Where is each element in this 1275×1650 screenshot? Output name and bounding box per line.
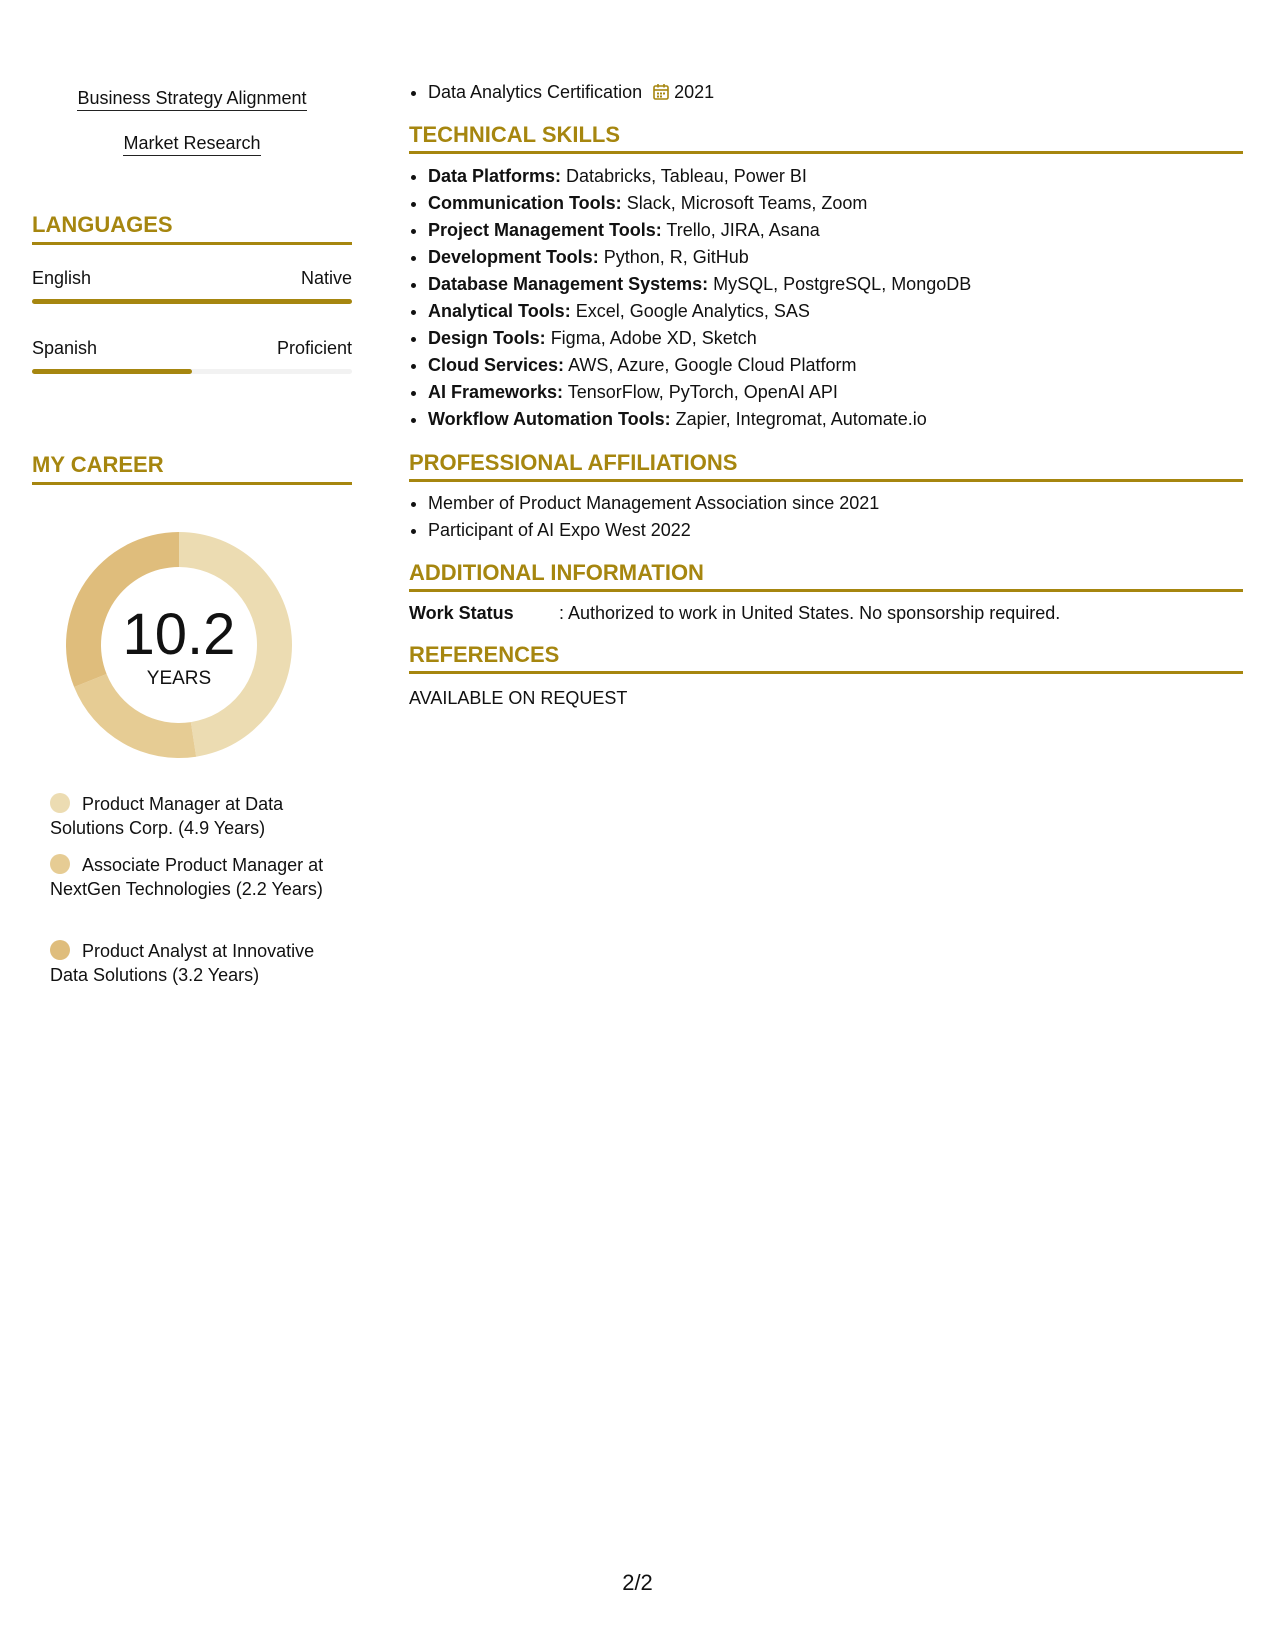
language-proficiency-fill bbox=[32, 299, 352, 304]
work-status-label: Work Status bbox=[409, 603, 514, 623]
legend-dot bbox=[50, 793, 70, 813]
skill-item: • Data Platforms: Databricks, Tableau, Power BI bbox=[428, 163, 971, 190]
skill-item: • Design Tools: Figma, Adobe XD, Sketch bbox=[428, 325, 971, 352]
career-legend-item: Product Manager at Data Solutions Corp. (4.9 Years) bbox=[50, 794, 284, 838]
skill-item: • AI Frameworks: TensorFlow, PyTorch, OpenAI API bbox=[428, 379, 971, 406]
language-level: Native bbox=[300, 268, 352, 288]
career-total-years: 10.2 bbox=[122, 602, 236, 667]
technical-skills-heading: TECHNICAL SKILLS bbox=[409, 122, 1243, 154]
languages-heading: LANGUAGES bbox=[32, 212, 352, 245]
affiliation-item: • Member of Product Management Association since 2021 bbox=[428, 490, 879, 517]
skill-item: • Development Tools: Python, R, GitHub bbox=[428, 244, 971, 271]
language-proficiency-bar bbox=[32, 299, 352, 304]
skill-item: • Analytical Tools: Excel, Google Analytics, SAS bbox=[428, 298, 971, 325]
additional-info-heading: ADDITIONAL INFORMATION bbox=[409, 560, 1243, 592]
work-status-row bbox=[409, 603, 1060, 624]
language-name: English bbox=[32, 268, 92, 288]
language-proficiency-fill bbox=[32, 369, 192, 374]
language-proficiency-bar bbox=[32, 369, 352, 374]
legend-dot bbox=[50, 854, 70, 874]
skill-item: • Project Management Tools: Trello, JIRA, Asana bbox=[428, 217, 971, 244]
skill-tag: Market Research bbox=[32, 133, 352, 154]
skill-item: • Database Management Systems: MySQL, PostgreSQL, MongoDB bbox=[428, 271, 971, 298]
certification-year: 2021 bbox=[674, 82, 715, 102]
page-number: 2/2 bbox=[622, 1570, 653, 1595]
language-name: Spanish bbox=[32, 338, 98, 358]
career-heading: MY CAREER bbox=[32, 452, 352, 485]
skill-item: • Cloud Services: AWS, Azure, Google Cloud Platform bbox=[428, 352, 971, 379]
career-donut-center bbox=[66, 532, 292, 758]
affiliation-item: • Participant of AI Expo West 2022 bbox=[428, 517, 879, 544]
skill-item: • Communication Tools: Slack, Microsoft Teams, Zoom bbox=[428, 190, 971, 217]
skill-tag: Business Strategy Alignment bbox=[32, 88, 352, 109]
skill-item: • Workflow Automation Tools: Zapier, Integromat, Automate.io bbox=[428, 406, 971, 433]
legend-dot bbox=[50, 940, 70, 960]
affiliations-heading: PROFESSIONAL AFFILIATIONS bbox=[409, 450, 1243, 482]
affiliations-list bbox=[409, 490, 879, 544]
career-legend-item: Associate Product Manager at NextGen Technologies (2.2 Years) bbox=[50, 855, 324, 899]
work-status-value: : Authorized to work in United States. No sponsorship required. bbox=[559, 603, 1061, 623]
language-level: Proficient bbox=[276, 338, 352, 358]
technical-skills-list bbox=[409, 163, 971, 433]
references-heading: REFERENCES bbox=[409, 642, 1243, 674]
certification-item: • Data Analytics Certification 2021 bbox=[428, 79, 714, 109]
career-years-unit: YEARS bbox=[146, 668, 212, 689]
career-donut-chart bbox=[66, 532, 292, 758]
references-value: AVAILABLE ON REQUEST bbox=[409, 688, 628, 708]
certification-list bbox=[409, 79, 714, 109]
calendar-icon bbox=[652, 82, 670, 109]
career-legend-item: Product Analyst at Innovative Data Solutions (3.2 Years) bbox=[50, 941, 315, 985]
